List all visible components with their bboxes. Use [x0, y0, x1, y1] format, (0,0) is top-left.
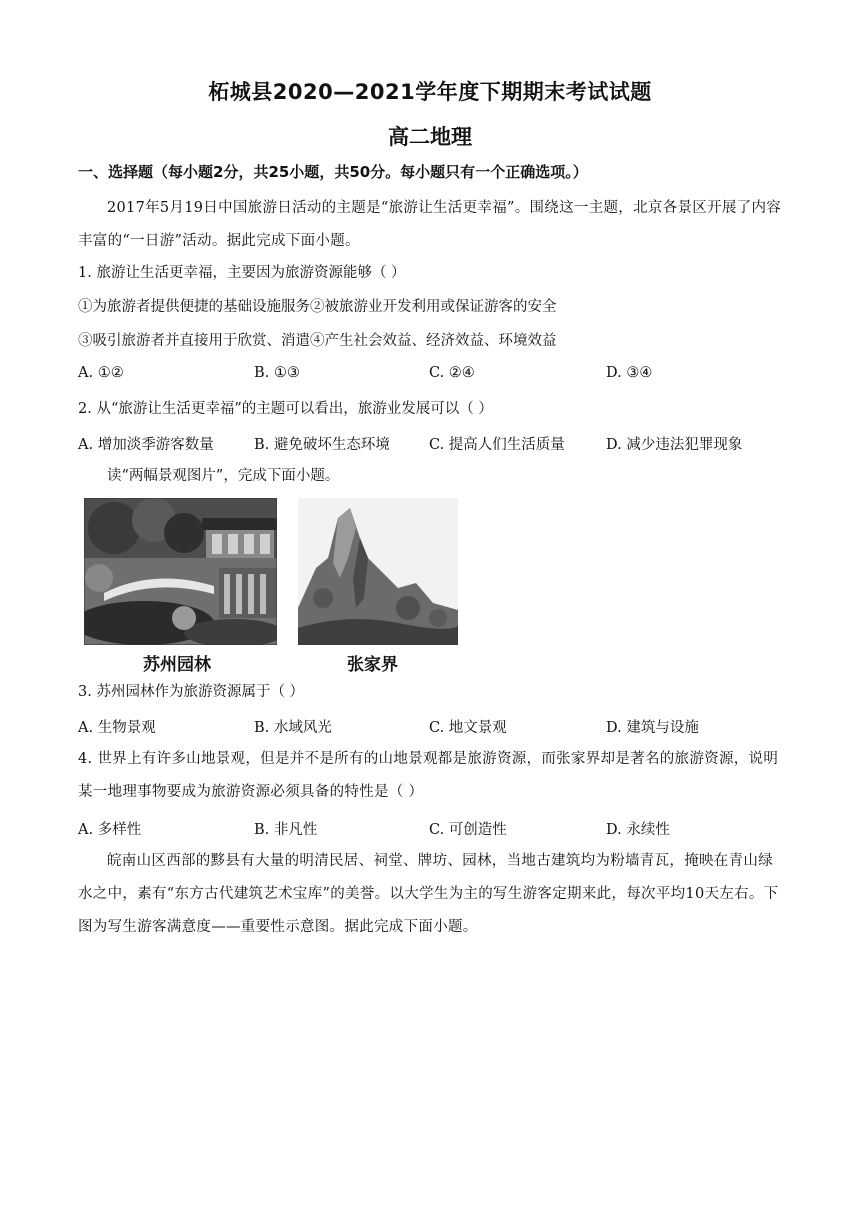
option-d[interactable]: D. 减少违法犯罪现象 [606, 437, 743, 453]
option-b[interactable]: B. ①③ [254, 365, 300, 381]
option-a[interactable]: A. 多样性 [78, 822, 142, 838]
intro-paragraph-3: 皖南山区西部的黟县有大量的明清民居、祠堂、牌坊、园林，当地古建筑均为粉墙青瓦，掩映在青山绿水之中，素有“东方古代建筑艺术宝库”的美誉。以大学生为主的写生游客定期来此，每次平均10天左右。下图为写生游客满意度——重要性示意图。据此完成下面小题。 [78, 853, 779, 935]
option-c[interactable]: C. ②④ [429, 365, 475, 381]
question-1-item-a: ①为旅游者提供便捷的基础设施服务②被旅游业开发利用或保证游客的安全 [78, 299, 557, 315]
zhangjiajie-caption: 张家界 [347, 655, 398, 675]
question-2-options [78, 433, 784, 453]
question-1-options [78, 365, 784, 385]
option-b[interactable]: B. 水域风光 [254, 720, 332, 736]
option-a[interactable]: A. 增加淡季游客数量 [78, 437, 214, 453]
page-subtitle: 高二地理 [388, 125, 472, 149]
option-c[interactable]: C. 地文景观 [429, 720, 507, 736]
suzhou-garden-caption: 苏州园林 [143, 655, 211, 675]
intro-paragraph-1: 2017年5月19日中国旅游日活动的主题是“旅游让生活更幸福”。围绕这一主题，北京各景区开展了内容丰富的“一日游”活动。据此完成下面小题。 [78, 200, 782, 249]
option-a[interactable]: A. 生物景观 [78, 720, 156, 736]
question-4-options [78, 818, 784, 838]
option-c[interactable]: C. 提高人们生活质量 [429, 437, 565, 453]
zhangjiajie-photo [298, 498, 458, 645]
suzhou-garden-photo [84, 498, 277, 645]
option-b[interactable]: B. 避免破坏生态环境 [254, 437, 390, 453]
intro-paragraph-2: 读“两幅景观图片”，完成下面小题。 [107, 468, 340, 484]
option-c[interactable]: C. 可创造性 [429, 822, 507, 838]
suzhou-garden-illustration [84, 498, 277, 645]
section-heading: 一、选择题（每小题2分，共25小题，共50分。每小题只有一个正确选项。） [78, 163, 588, 181]
question-3-stem: 3. 苏州园林作为旅游资源属于（ ） [78, 684, 305, 700]
option-d[interactable]: D. 永续性 [606, 822, 670, 838]
question-1-stem: 1. 旅游让生活更幸福，主要因为旅游资源能够（ ） [78, 265, 406, 281]
question-1-item-b: ③吸引旅游者并直接用于欣赏、消遣④产生社会效益、经济效益、环境效益 [78, 333, 557, 349]
question-2-stem: 2. 从“旅游让生活更幸福”的主题可以看出，旅游业发展可以（ ） [78, 401, 493, 417]
page-title: 柘城县2020—2021学年度下期期末考试试题 [208, 80, 652, 104]
option-d[interactable]: D. 建筑与设施 [606, 720, 699, 736]
option-a[interactable]: A. ①② [78, 365, 124, 381]
question-4-stem: 4. 世界上有许多山地景观，但是并不是所有的山地景观都是旅游资源，而张家界却是著名的旅游资源，说明某一地理事物要成为旅游资源必须具备的特性是（ ） [78, 751, 779, 800]
option-d[interactable]: D. ③④ [606, 365, 653, 381]
zhangjiajie-illustration [298, 498, 458, 645]
question-3-options [78, 716, 784, 736]
option-b[interactable]: B. 非凡性 [254, 822, 318, 838]
